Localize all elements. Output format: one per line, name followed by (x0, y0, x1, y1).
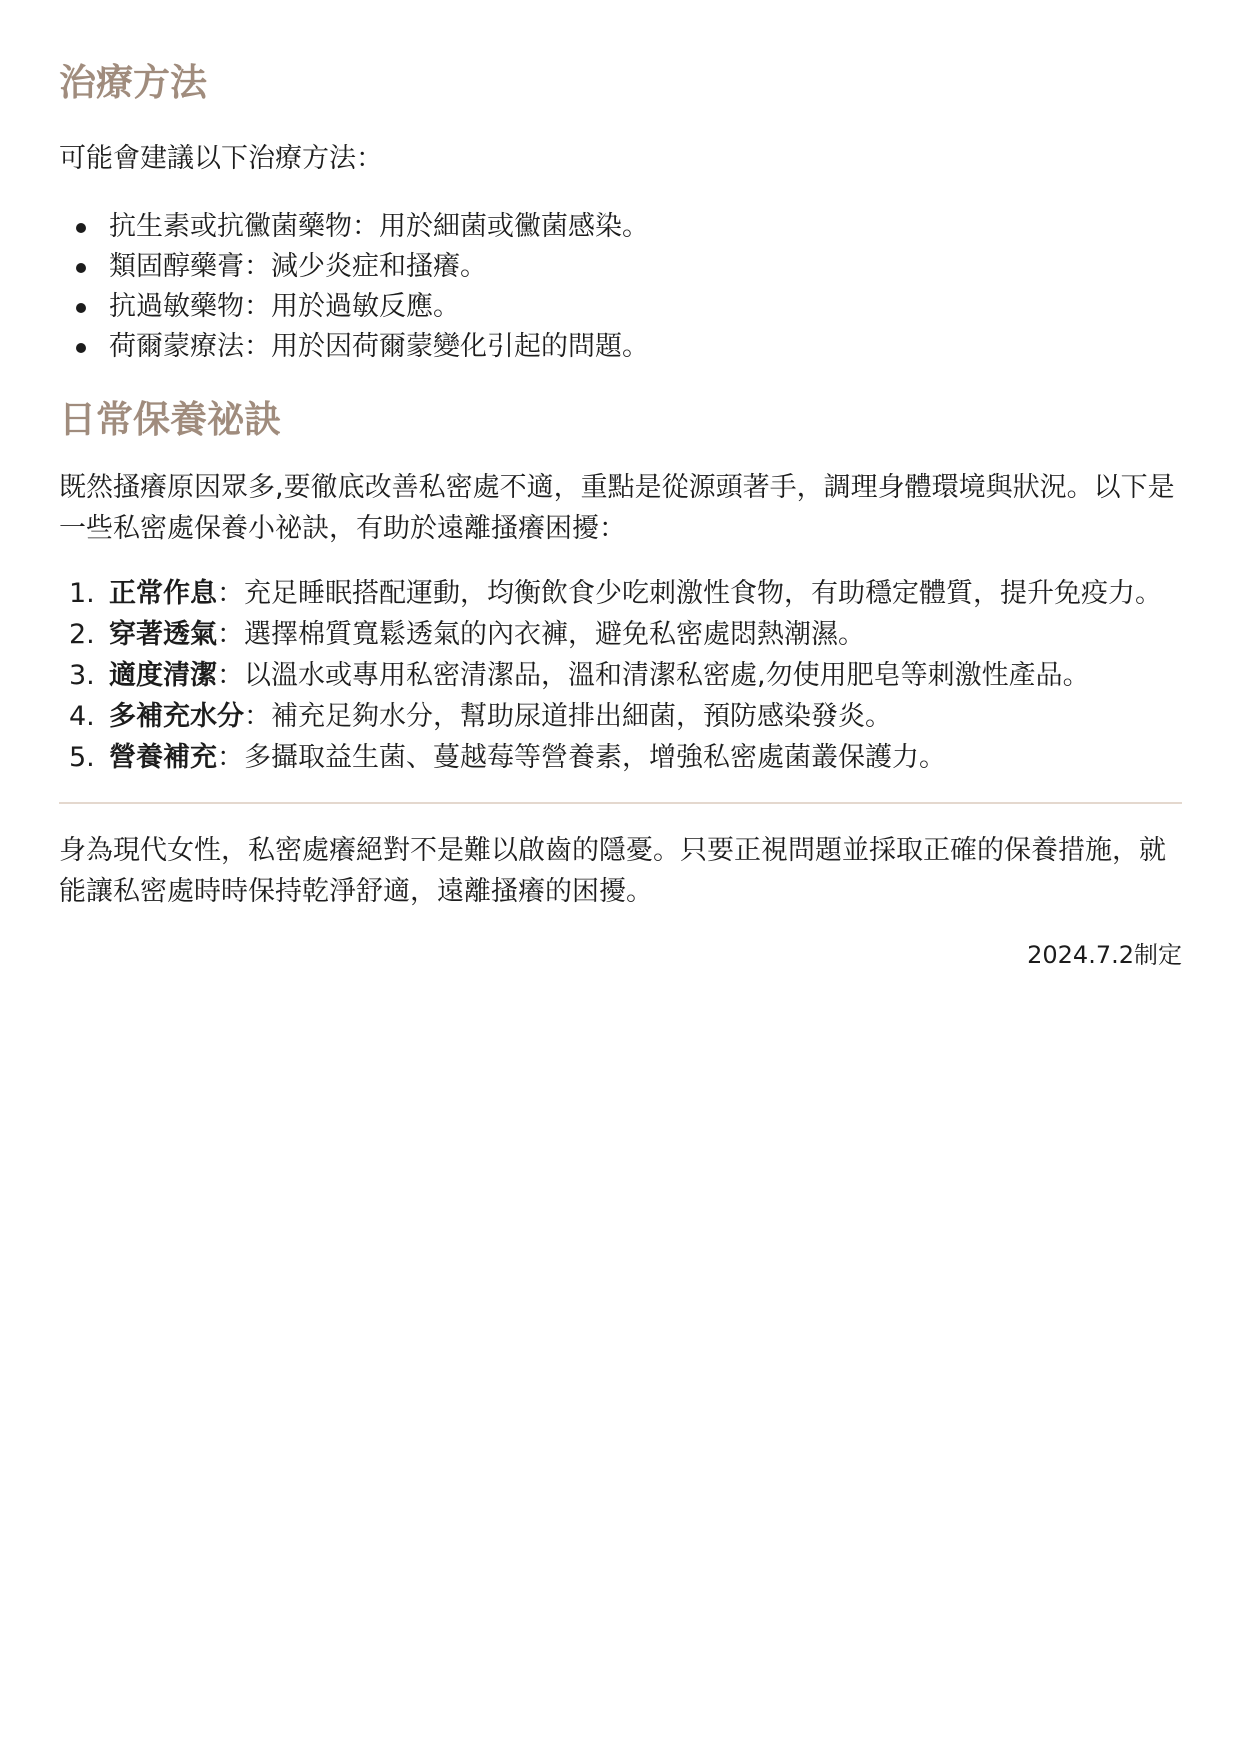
bullet-dot-icon (76, 223, 86, 233)
conclusion-paragraph: 身為現代女性，私密處癢絕對不是難以啟齒的隱憂。只要正視問題並採取正確的保養措施，就能讓私密處時時保持乾淨舒適，遠離搔癢的困擾。 (59, 835, 1166, 907)
tip-text: ：以溫水或專用私密清潔品，溫和清潔私密處,勿使用肥皂等刺激性產品。 (217, 660, 1090, 691)
document-page (59, 56, 1182, 972)
tip-text: ：補充足夠水分，幫助尿道排出細菌，預防感染發炎。 (244, 701, 892, 732)
treatment-list (59, 207, 1182, 367)
tip-term: 營養補充 (109, 742, 217, 773)
list-item (59, 287, 1182, 327)
tip-text: ：選擇棉質寬鬆透氣的內衣褲，避免私密處悶熱潮濕。 (217, 619, 865, 650)
tip-number: 4. (69, 701, 95, 732)
tip-text: ：多攝取益生菌、蔓越莓等營養素，增強私密處菌叢保護力。 (217, 742, 946, 773)
tip-item (59, 696, 1182, 737)
tip-item (59, 573, 1182, 614)
document-date: 2024.7.2制定 (1027, 941, 1182, 969)
section-divider (59, 802, 1182, 804)
bullet-dot-icon (76, 303, 86, 313)
tip-term: 穿著透氣 (109, 619, 217, 650)
section-heading-treatment: 治療方法 (59, 61, 207, 104)
section-heading-daily-care: 日常保養祕訣 (59, 398, 281, 441)
tip-term: 正常作息 (109, 578, 217, 609)
tip-item (59, 737, 1182, 778)
tip-text: ：充足睡眠搭配運動，均衡飲食少吃刺激性食物，有助穩定體質，提升免疫力。 (217, 578, 1162, 609)
daily-care-intro: 既然搔癢原因眾多,要徹底改善私密處不適，重點是從源頭著手，調理身體環境與狀況。以下是一些私密處保養小祕訣，有助於遠離搔癢困擾： (59, 472, 1175, 544)
tip-number: 2. (69, 619, 95, 650)
list-item (59, 207, 1182, 247)
bullet-dot-icon (76, 343, 86, 353)
tip-number: 5. (69, 742, 95, 773)
list-item-text: 類固醇藥膏：減少炎症和搔癢。 (109, 251, 487, 282)
list-item (59, 247, 1182, 287)
list-item (59, 327, 1182, 367)
tip-item (59, 655, 1182, 696)
tip-term: 多補充水分 (109, 701, 244, 732)
daily-care-tips (59, 573, 1182, 778)
tip-number: 3. (69, 660, 95, 691)
list-item-text: 抗過敏藥物：用於過敏反應。 (109, 291, 460, 322)
tip-item (59, 614, 1182, 655)
list-item-text: 荷爾蒙療法：用於因荷爾蒙變化引起的問題。 (109, 331, 649, 362)
treatment-intro: 可能會建議以下治療方法： (59, 143, 383, 174)
bullet-dot-icon (76, 263, 86, 273)
list-item-text: 抗生素或抗黴菌藥物：用於細菌或黴菌感染。 (109, 211, 649, 242)
tip-term: 適度清潔 (109, 660, 217, 691)
tip-number: 1. (69, 578, 95, 609)
